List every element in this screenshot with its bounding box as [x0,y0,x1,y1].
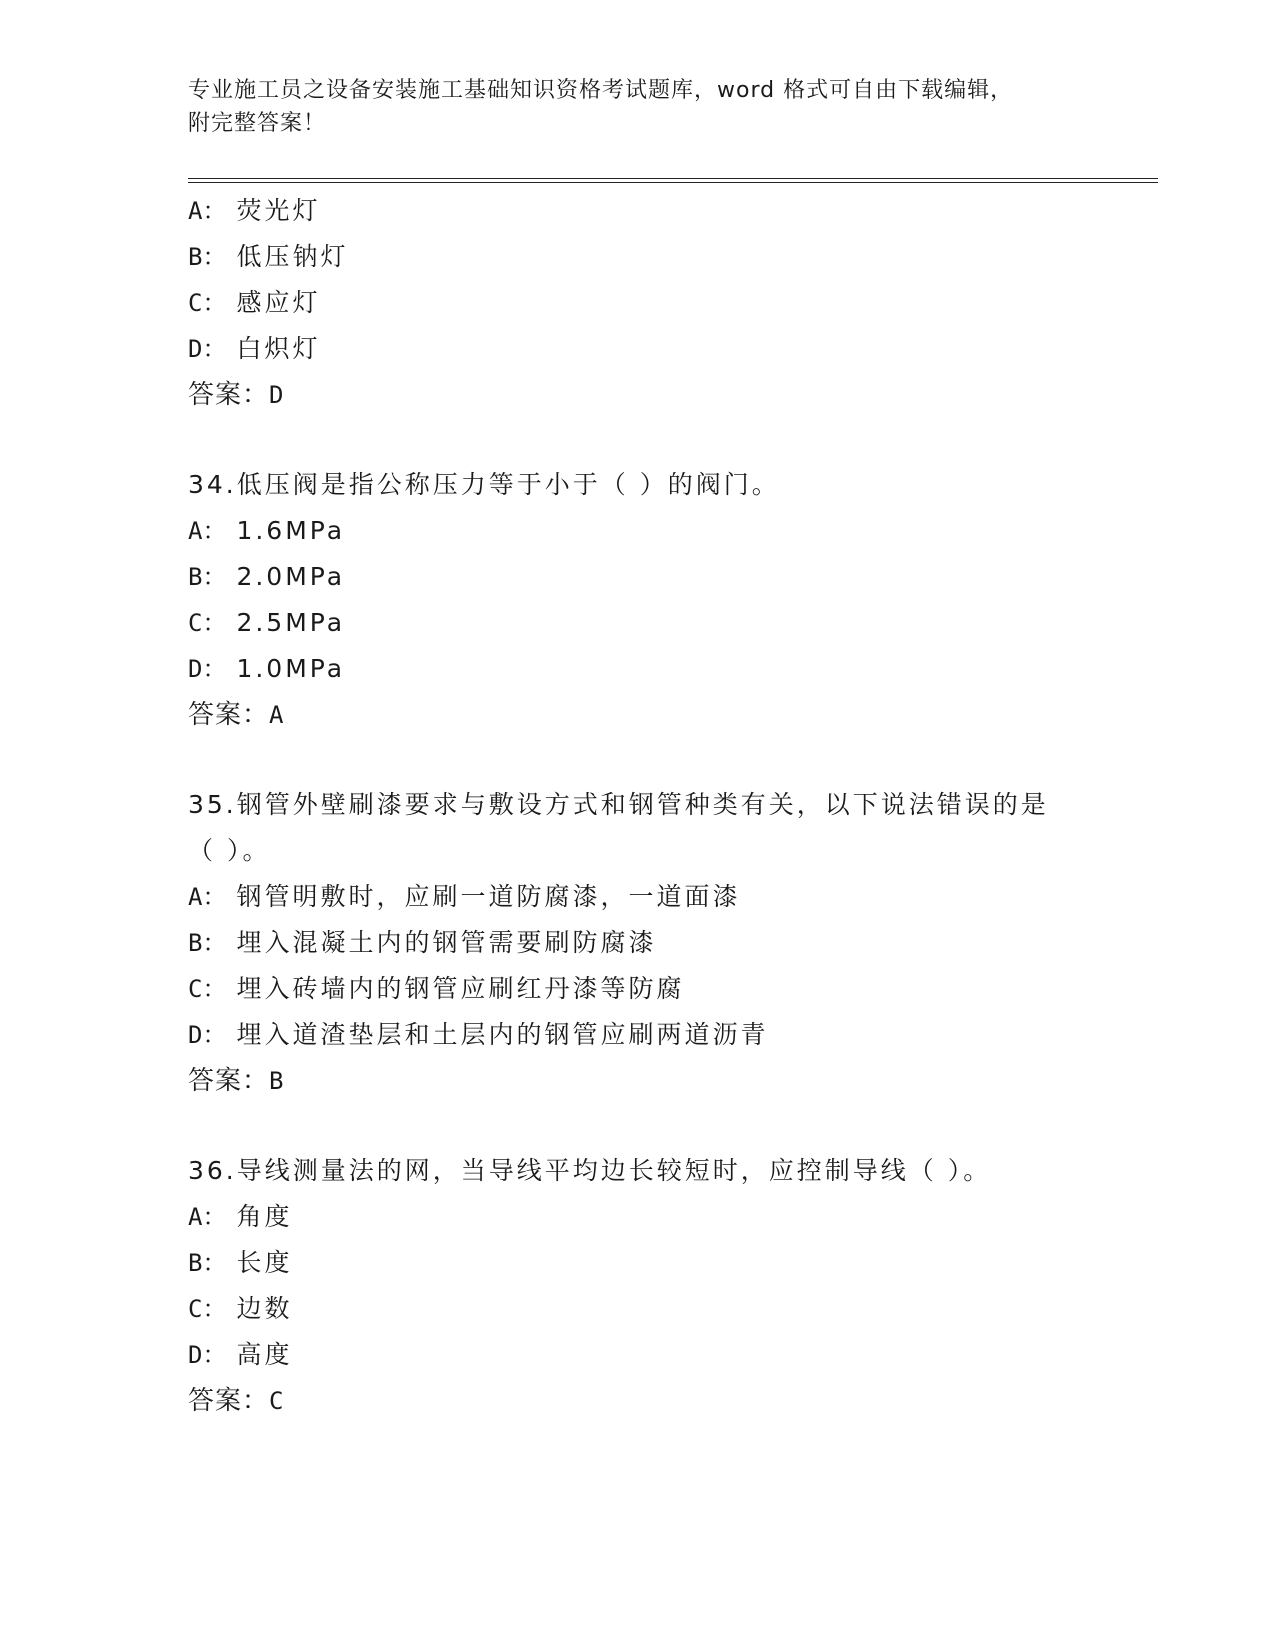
answer-line [188,692,1158,738]
answer-label: 答案： [188,1066,270,1096]
option-letter: C： [188,289,227,317]
option-a [188,188,1158,234]
option-letter: B： [188,243,227,271]
answer-label: 答案： [188,1386,270,1416]
option-b [188,554,1158,600]
option-letter: B： [188,929,227,957]
option-letter: D： [188,335,227,363]
option-text: 高度 [236,1340,293,1369]
option-text: 2.0MPa [236,562,346,591]
option-text: 2.5MPa [236,608,346,637]
option-d [188,646,1158,692]
option-text: 感应灯 [236,288,321,317]
option-text: 埋入砖墙内的钢管应刷红丹漆等防腐 [236,974,685,1003]
option-text: 1.6MPa [236,516,346,545]
option-b [188,1240,1158,1286]
answer-value: B [269,1067,285,1095]
document-header [188,74,1068,140]
answer-label: 答案： [188,700,270,730]
question-title: 34.低压阀是指公称压力等于小于（ ）的阀门。 [188,470,780,499]
answer-line [188,1058,1158,1104]
header-title-line-2: 附完整答案！ [188,111,327,136]
option-letter: B： [188,563,227,591]
answer-value: D [269,381,285,409]
option-c [188,280,1158,326]
option-b [188,920,1158,966]
question-title-line-1: 35.钢管外壁刷漆要求与敷设方式和钢管种类有关，以下说法错误的是 [188,790,1049,819]
answer-value: A [269,701,285,729]
answer-line [188,372,1158,418]
option-letter: A： [188,517,227,545]
document-page [188,0,1158,1650]
option-a [188,1194,1158,1240]
answer-label: 答案： [188,380,270,410]
option-c [188,1286,1158,1332]
option-text: 埋入混凝土内的钢管需要刷防腐漆 [236,928,657,957]
option-letter: C： [188,1295,227,1323]
option-c [188,966,1158,1012]
header-divider [188,178,1158,183]
header-title-line-1: 专业施工员之设备安装施工基础知识资格考试题库，word 格式可自由下载编辑， [188,78,1014,103]
option-letter: A： [188,197,227,225]
option-letter: A： [188,883,227,911]
option-letter: D： [188,655,227,683]
option-text: 角度 [236,1202,293,1231]
option-text: 白炽灯 [236,334,321,363]
question-35 [188,782,1158,1104]
option-b [188,234,1158,280]
option-text: 埋入道渣垫层和土层内的钢管应刷两道沥青 [236,1020,769,1049]
option-letter: B： [188,1249,227,1277]
option-text: 边数 [236,1294,293,1323]
option-letter: D： [188,1021,227,1049]
question-title-line-2: （ ）。 [188,836,271,865]
option-text: 荧光灯 [236,196,321,225]
question-36 [188,1148,1158,1424]
question-34 [188,462,1158,738]
option-letter: A： [188,1203,227,1231]
option-c [188,600,1158,646]
option-d [188,1012,1158,1058]
option-letter: C： [188,609,227,637]
answer-line [188,1378,1158,1424]
option-text: 钢管明敷时，应刷一道防腐漆，一道面漆 [236,882,741,911]
question-33 [188,188,1158,418]
option-letter: D： [188,1341,227,1369]
option-a [188,874,1158,920]
question-title: 36.导线测量法的网，当导线平均边长较短时，应控制导线（ ）。 [188,1156,992,1185]
option-text: 1.0MPa [236,654,346,683]
option-a [188,508,1158,554]
option-text: 低压钠灯 [236,242,349,271]
answer-value: C [269,1387,285,1415]
option-d [188,326,1158,372]
question-content [188,188,1158,1424]
option-text: 长度 [236,1248,293,1277]
option-letter: C： [188,975,227,1003]
option-d [188,1332,1158,1378]
